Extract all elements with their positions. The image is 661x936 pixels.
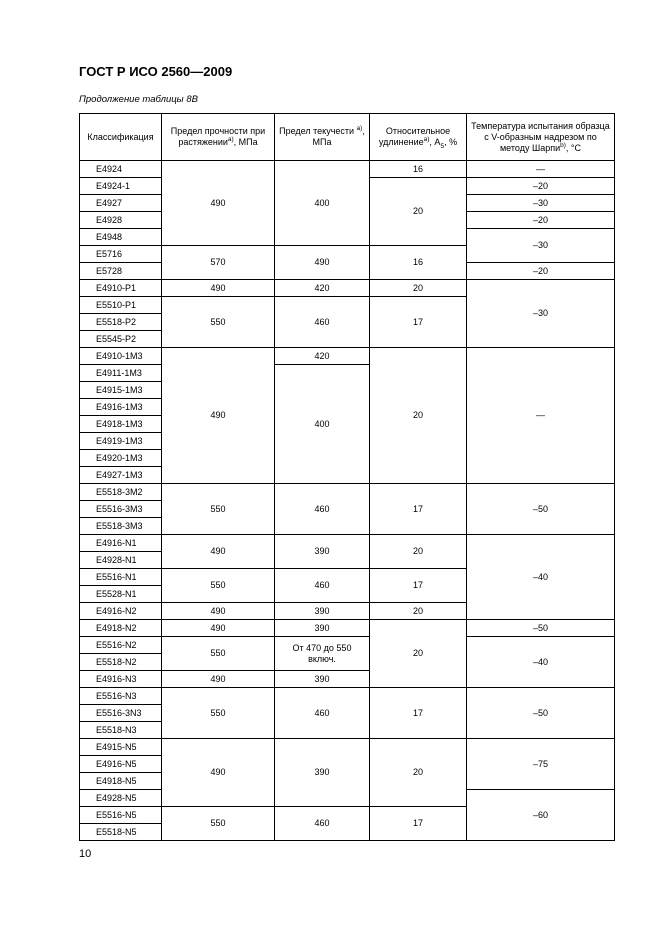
- table-row: [80, 688, 615, 705]
- header-impact-temperature: Температура испытания образца с V-образным надрезом по методу Шарпи$^{b)}$, °С: [467, 114, 615, 161]
- cell-classification: E4915-1M3: [80, 382, 162, 399]
- cell-classification: E4920-1M3: [80, 450, 162, 467]
- document-title: ГОСТ Р ИСО 2560—2009: [79, 64, 233, 79]
- cell-elongation: 16: [370, 246, 467, 280]
- cell-classification: E5518-N3: [80, 722, 162, 739]
- cell-elongation: 17: [370, 688, 467, 739]
- cell-elongation: 20: [370, 620, 467, 688]
- table-row: [80, 535, 615, 552]
- cell-yield-strength: 460: [275, 807, 370, 841]
- cell-tensile-strength: 550: [162, 637, 275, 671]
- cell-tensile-strength: 570: [162, 246, 275, 280]
- header-classification: Классификация: [80, 114, 162, 161]
- cell-classification: E4916-N1: [80, 535, 162, 552]
- cell-classification: E4910-1M3: [80, 348, 162, 365]
- cell-impact-temperature: –40: [467, 637, 615, 688]
- header-tensile-strength: Предел прочности при растяжении$^{а)}$, МПа: [162, 114, 275, 161]
- cell-impact-temperature: –60: [467, 790, 615, 841]
- cell-classification: E4918-1M3: [80, 416, 162, 433]
- table-row: [80, 484, 615, 501]
- cell-classification: E4919-1M3: [80, 433, 162, 450]
- cell-classification: E5518-N5: [80, 824, 162, 841]
- cell-classification: E4916-N2: [80, 603, 162, 620]
- cell-classification: E5516-N3: [80, 688, 162, 705]
- cell-yield-strength: 390: [275, 739, 370, 807]
- page-number: 10: [79, 848, 92, 860]
- table-row: [80, 161, 615, 178]
- cell-classification: E5518-N2: [80, 654, 162, 671]
- cell-classification: E5545-P2: [80, 331, 162, 348]
- cell-classification: E4916-N3: [80, 671, 162, 688]
- table-header-row: [80, 114, 615, 161]
- cell-tensile-strength: 490: [162, 671, 275, 688]
- cell-yield-strength: 420: [275, 280, 370, 297]
- table-caption: Продолжение таблицы 8В: [79, 94, 198, 105]
- cell-classification: E4916-N5: [80, 756, 162, 773]
- cell-classification: E4927-1M3: [80, 467, 162, 484]
- cell-yield-strength: 460: [275, 297, 370, 348]
- cell-classification: E4916-1M3: [80, 399, 162, 416]
- cell-yield-strength: 460: [275, 688, 370, 739]
- cell-tensile-strength: 490: [162, 348, 275, 484]
- cell-classification: E4918-N5: [80, 773, 162, 790]
- cell-classification: E4911-1M3: [80, 365, 162, 382]
- cell-yield-strength: От 470 до 550 включ.: [275, 637, 370, 671]
- table-row: [80, 637, 615, 654]
- cell-elongation: 17: [370, 297, 467, 348]
- cell-elongation: 17: [370, 807, 467, 841]
- cell-yield-strength: 400: [275, 365, 370, 484]
- cell-classification: E5528-N1: [80, 586, 162, 603]
- cell-impact-temperature: –30: [467, 280, 615, 348]
- cell-yield-strength: 460: [275, 569, 370, 603]
- cell-tensile-strength: 550: [162, 484, 275, 535]
- cell-impact-temperature: –40: [467, 535, 615, 620]
- table-row: [80, 739, 615, 756]
- cell-tensile-strength: 490: [162, 603, 275, 620]
- cell-impact-temperature: –75: [467, 739, 615, 790]
- cell-impact-temperature: —: [467, 348, 615, 484]
- cell-impact-temperature: –50: [467, 484, 615, 535]
- table-row: [80, 348, 615, 365]
- cell-classification: E5516-N5: [80, 807, 162, 824]
- cell-tensile-strength: 550: [162, 297, 275, 348]
- header-yield-strength: Предел текучести $^{а)}$, МПа: [275, 114, 370, 161]
- cell-classification: E5518-3M3: [80, 518, 162, 535]
- cell-impact-temperature: –50: [467, 688, 615, 739]
- cell-tensile-strength: 490: [162, 535, 275, 569]
- cell-impact-temperature: –30: [467, 229, 615, 263]
- cell-impact-temperature: —: [467, 161, 615, 178]
- cell-classification: E4915-N5: [80, 739, 162, 756]
- cell-classification: E4924: [80, 161, 162, 178]
- cell-yield-strength: 390: [275, 603, 370, 620]
- cell-elongation: 20: [370, 603, 467, 620]
- cell-tensile-strength: 550: [162, 569, 275, 603]
- cell-elongation: 20: [370, 739, 467, 807]
- cell-elongation: 20: [370, 348, 467, 484]
- cell-elongation: 20: [370, 280, 467, 297]
- cell-classification: E5516-3N3: [80, 705, 162, 722]
- cell-tensile-strength: 490: [162, 620, 275, 637]
- cell-impact-temperature: –20: [467, 178, 615, 195]
- cell-classification: E4928-N5: [80, 790, 162, 807]
- table-row: [80, 620, 615, 637]
- cell-impact-temperature: –20: [467, 263, 615, 280]
- cell-yield-strength: 390: [275, 535, 370, 569]
- cell-impact-temperature: –30: [467, 195, 615, 212]
- properties-table: [79, 113, 615, 841]
- cell-yield-strength: 420: [275, 348, 370, 365]
- cell-yield-strength: 400: [275, 161, 370, 246]
- cell-tensile-strength: 550: [162, 807, 275, 841]
- cell-elongation: 17: [370, 484, 467, 535]
- cell-classification: E4924-1: [80, 178, 162, 195]
- cell-impact-temperature: –50: [467, 620, 615, 637]
- cell-classification: E4928-N1: [80, 552, 162, 569]
- table-row: [80, 280, 615, 297]
- cell-classification: E4928: [80, 212, 162, 229]
- cell-yield-strength: 390: [275, 620, 370, 637]
- header-elongation: Относительное удлинение$^{а)}$, $A_5$, %: [370, 114, 467, 161]
- cell-impact-temperature: –20: [467, 212, 615, 229]
- cell-classification: E4927: [80, 195, 162, 212]
- cell-classification: E5518-P2: [80, 314, 162, 331]
- cell-yield-strength: 490: [275, 246, 370, 280]
- cell-elongation: 17: [370, 569, 467, 603]
- cell-tensile-strength: 490: [162, 280, 275, 297]
- cell-elongation: 20: [370, 178, 467, 246]
- cell-classification: E4910-P1: [80, 280, 162, 297]
- cell-tensile-strength: 490: [162, 739, 275, 807]
- cell-classification: E5716: [80, 246, 162, 263]
- cell-classification: E5516-N2: [80, 637, 162, 654]
- cell-classification: E5516-3M3: [80, 501, 162, 518]
- cell-classification: E5510-P1: [80, 297, 162, 314]
- cell-elongation: 20: [370, 535, 467, 569]
- cell-classification: E5516-N1: [80, 569, 162, 586]
- cell-classification: E5728: [80, 263, 162, 280]
- cell-classification: E4948: [80, 229, 162, 246]
- cell-classification: E5518-3M2: [80, 484, 162, 501]
- cell-yield-strength: 390: [275, 671, 370, 688]
- cell-yield-strength: 460: [275, 484, 370, 535]
- cell-tensile-strength: 490: [162, 161, 275, 246]
- cell-tensile-strength: 550: [162, 688, 275, 739]
- cell-classification: E4918-N2: [80, 620, 162, 637]
- cell-elongation: 16: [370, 161, 467, 178]
